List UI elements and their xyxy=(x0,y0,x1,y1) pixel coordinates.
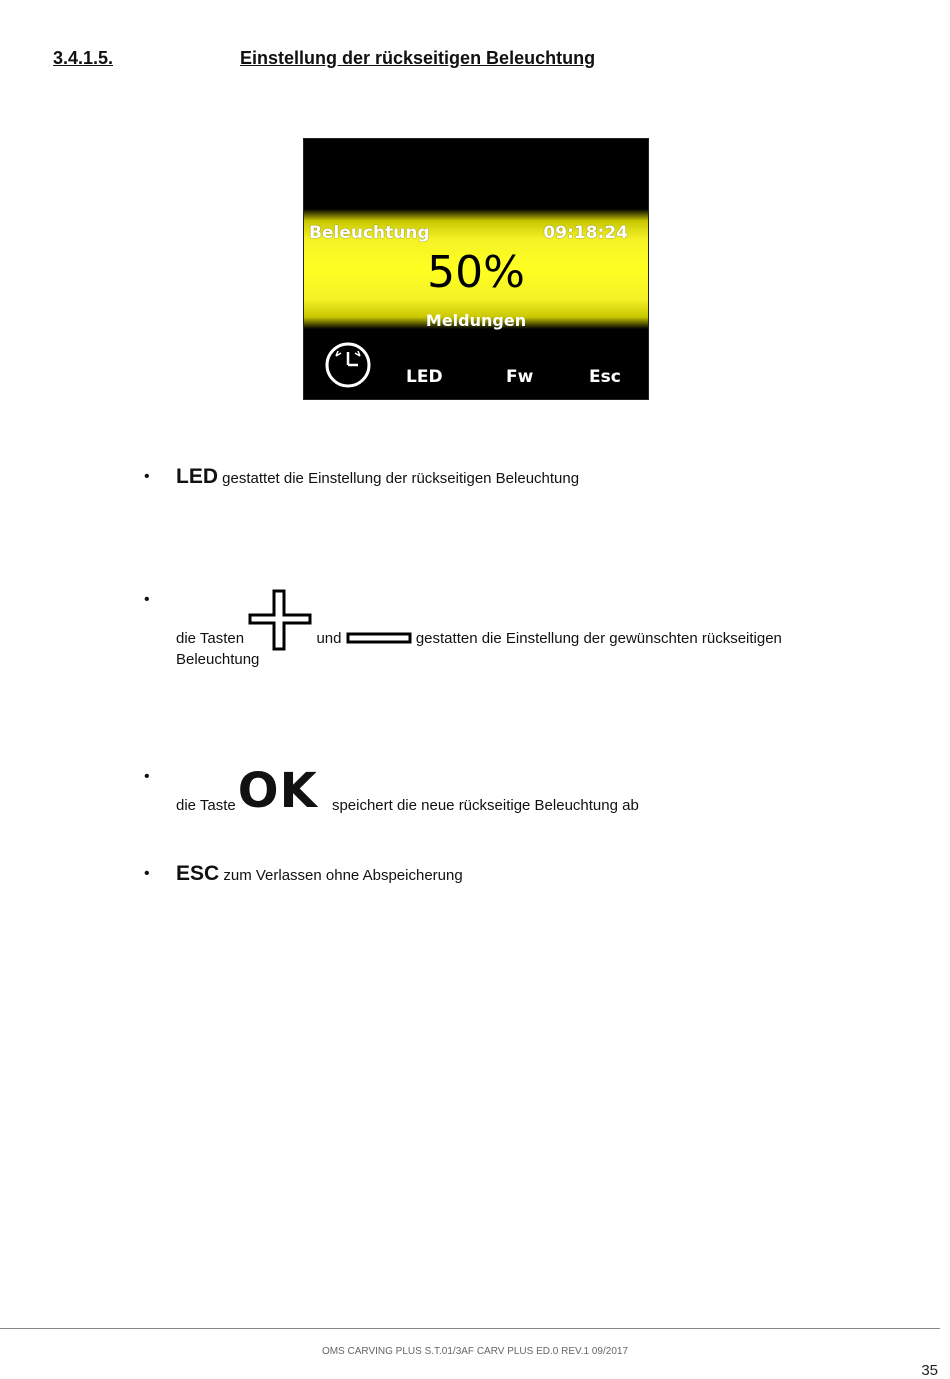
screen-time: 09:18:24 xyxy=(543,223,628,243)
led-description: gestattet die Einstellung der rückseitigen Beleuchtung xyxy=(222,470,580,487)
led-keyword: LED xyxy=(176,465,218,488)
page-number: 35 xyxy=(921,1362,938,1379)
keys-intro: die Tasten xyxy=(176,630,245,647)
list-item xyxy=(144,863,844,886)
footer-text: OMS CARVING PLUS S.T.01/3AF CARV PLUS ED.0 REV.1 09/2017 xyxy=(321,1346,629,1357)
list-item xyxy=(144,589,844,670)
screen-title: Beleuchtung xyxy=(309,223,430,243)
minus-icon xyxy=(346,631,412,645)
keys-and: und xyxy=(316,630,342,647)
section-number: 3.4.1.5. xyxy=(53,48,114,68)
list-item xyxy=(144,466,844,489)
ok-intro: die Taste xyxy=(176,797,236,814)
softkey-esc: Esc xyxy=(589,367,621,387)
messages-label: Meldungen xyxy=(425,311,527,330)
ok-icon: OK xyxy=(237,763,318,819)
esc-keyword: ESC xyxy=(176,862,220,885)
section-title: Einstellung der rückseitigen Beleuchtung xyxy=(240,48,596,68)
keys-description: gestatten die Einstellung der gewünschten rückseitigen xyxy=(415,630,782,647)
esc-description: zum Verlassen ohne Abspeicherung xyxy=(223,867,463,884)
keys-description-cont: Beleuchtung xyxy=(176,651,260,668)
softkey-fw: Fw xyxy=(506,367,534,387)
ok-description: speichert die neue rückseitige Beleuchtung ab xyxy=(331,797,639,814)
footer-divider xyxy=(0,1328,940,1329)
instruction-list xyxy=(144,465,844,885)
display-screenshot xyxy=(303,138,649,400)
list-item xyxy=(144,763,844,819)
plus-icon xyxy=(248,589,312,651)
clock-icon xyxy=(324,341,372,389)
brightness-value: 50% xyxy=(427,247,525,298)
softkey-led: LED xyxy=(406,367,443,387)
